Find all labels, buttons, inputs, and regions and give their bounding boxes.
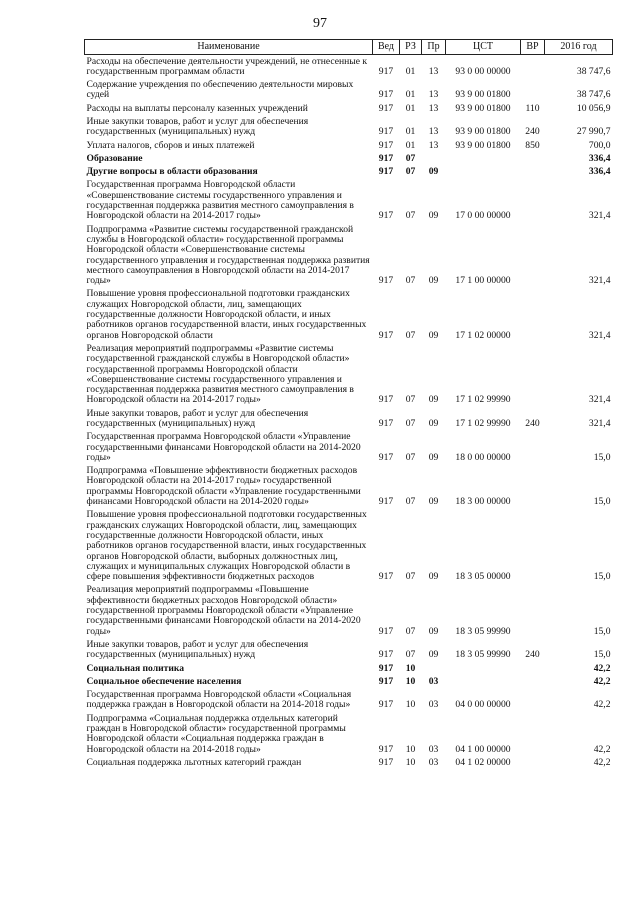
row-cst: 17 1 02 00000 [455, 329, 511, 341]
row-name: Расходы на выплаты персоналу казенных учреждений [86, 102, 308, 114]
row-ved: 917 [378, 675, 394, 687]
row-vr: 240 [525, 418, 540, 429]
row-pr: 03 [428, 756, 439, 768]
row-ved: 917 [378, 329, 394, 341]
row-ved: 917 [378, 152, 394, 164]
row-name: Иные закупки товаров, работ и услуг для обеспечения государственных (муниципальных) нужд [86, 638, 309, 661]
row-ved: 917 [378, 496, 394, 508]
header-pr: Пр [422, 40, 446, 55]
row-pr [422, 152, 446, 165]
row-sum: 15,0 [593, 496, 611, 508]
row-pr: 09 [428, 275, 439, 287]
row-pr: 09 [428, 166, 439, 178]
row-name: Иные закупки товаров, работ и услуг для обеспечения государственных (муниципальных) нужд [86, 407, 309, 429]
row-cst: 04 0 00 00000 [455, 699, 511, 711]
row-ved: 917 [378, 89, 394, 101]
row-ved: 917 [378, 139, 394, 151]
row-sum: 15,0 [593, 451, 611, 463]
row-pr: 09 [428, 394, 439, 406]
row-cst: 18 3 05 00000 [455, 571, 511, 583]
header-ved: Вед [373, 40, 400, 55]
row-vr [521, 675, 545, 688]
row-name: Подпрограмма «Повышение эффективности бюджетных расходов Новгородской области на 2014-2017 годы» государственной программы Новгородской области «Управление государственными финансами Новгородской области на 2014-2020 годы» [86, 465, 361, 508]
row-sum: 321,4 [588, 329, 611, 341]
table-row [85, 584, 613, 638]
row-vr [521, 584, 545, 638]
row-vr: 110 [525, 102, 540, 114]
row-ved: 917 [378, 699, 394, 711]
row-rz: 07 [405, 152, 416, 164]
row-pr: 13 [428, 126, 439, 138]
row-pr: 13 [428, 89, 439, 101]
row-vr [521, 152, 545, 165]
header-rz: РЗ [400, 40, 422, 55]
row-ved: 917 [378, 126, 394, 138]
row-rz: 07 [405, 275, 416, 287]
row-rz: 07 [405, 571, 416, 583]
row-rz: 07 [405, 418, 416, 429]
row-sum: 10 056,9 [576, 102, 611, 114]
table-row [85, 689, 613, 713]
row-rz: 10 [405, 756, 416, 768]
row-cst: 18 0 00 00000 [455, 451, 511, 463]
row-name: Подпрограмма «Социальная поддержка отдельных категорий граждан в Новгородской области» государственной программы Новгородской области «Социальная поддержка граждан в Новгородской области на 2014-2018 годы» [86, 712, 346, 755]
row-name: Реализация мероприятий подпрограммы «Развитие системы государственной гражданской службы в Новгородской области» государственной программы Новгородской области «Совершенствование системы государственного управления и государственная поддержка развития местного самоуправления в Новгородской области на 2014-2017 годы» [86, 342, 354, 406]
row-cst [446, 675, 521, 688]
row-rz: 10 [405, 743, 416, 755]
row-pr: 13 [428, 65, 439, 77]
row-rz: 07 [405, 496, 416, 508]
row-sum: 336,4 [588, 166, 611, 178]
row-ved: 917 [378, 394, 394, 406]
row-ved: 917 [378, 662, 394, 674]
row-name: Содержание учреждения по обеспечению деятельности мировых судей [86, 79, 354, 101]
row-vr [521, 756, 545, 769]
row-pr: 09 [428, 496, 439, 508]
row-cst: 04 1 02 00000 [455, 756, 511, 768]
row-name: Другие вопросы в области образования [86, 166, 258, 178]
row-name: Реализация мероприятий подпрограммы «Повышение эффективности бюджетных расходов Новгородской области» государственной программы Новгородской области «Управление государственными финансами Новгородской области на 2014-2020 годы» [86, 584, 361, 637]
row-pr: 03 [428, 743, 439, 755]
row-ved: 917 [378, 102, 394, 114]
row-rz: 07 [405, 210, 416, 222]
table-row [85, 662, 613, 675]
row-vr [521, 342, 545, 407]
row-ved: 917 [378, 210, 394, 222]
row-name: Расходы на обеспечение деятельности учреждений, не отнесенные к государственным программам области [86, 55, 368, 77]
row-sum: 321,4 [588, 418, 611, 429]
table-row [85, 102, 613, 115]
row-cst [446, 662, 521, 675]
row-pr: 13 [428, 102, 439, 114]
row-sum: 38 747,6 [576, 89, 611, 101]
row-vr: 240 [525, 649, 540, 661]
row-cst: 93 9 00 01800 [455, 126, 511, 138]
row-rz: 07 [405, 451, 416, 463]
table-row [85, 407, 613, 431]
row-name: Социальная политика [86, 662, 185, 674]
row-cst: 17 1 00 00000 [455, 275, 511, 287]
row-sum: 321,4 [588, 394, 611, 406]
row-sum: 15,0 [593, 571, 611, 583]
row-name: Социальное обеспечение населения [86, 675, 242, 687]
header-name: Наименование [85, 40, 373, 55]
row-vr [521, 465, 545, 509]
row-rz: 10 [405, 675, 416, 687]
row-cst: 17 1 02 99990 [455, 394, 511, 406]
row-sum: 38 747,6 [576, 65, 611, 77]
row-cst: 18 3 05 99990 [455, 625, 511, 637]
row-name: Государственная программа Новгородской области «Социальная поддержка граждан в Новгородской области на 2014-2018 годы» [86, 689, 352, 711]
row-name: Уплата налогов, сборов и иных платежей [86, 139, 255, 151]
row-ved: 917 [378, 418, 394, 429]
row-cst: 04 1 00 00000 [455, 743, 511, 755]
row-pr [422, 662, 446, 675]
row-pr: 09 [428, 329, 439, 341]
row-name: Повышение уровня профессиональной подготовки государственных гражданских служащих Новгородской области, лиц, замещающих государственные должности Новгородской области, иных работников органов государственной власти, иных государственных органов Новгородской области, выборных должностных лиц, служащих и муниципальных служащих Новгородской области в сфере повышения эффективности бюджетных расходов [86, 509, 367, 583]
row-name: Социальная поддержка льготных категорий граждан [86, 756, 302, 768]
row-rz: 07 [405, 166, 416, 178]
row-pr: 09 [428, 571, 439, 583]
table-row [85, 79, 613, 103]
table-header-row [85, 40, 613, 55]
row-ved: 917 [378, 65, 394, 77]
header-vr: ВР [521, 40, 545, 55]
row-cst: 18 3 05 99990 [455, 649, 511, 661]
row-rz: 01 [405, 139, 416, 151]
table-row [85, 115, 613, 139]
row-pr: 09 [428, 649, 439, 661]
table-row [85, 465, 613, 509]
row-cst: 17 1 02 99990 [455, 418, 511, 429]
row-name: Подпрограмма «Развитие системы государственной гражданской службы в Новгородской области» государственной программы Новгородской области «Совершенствование системы государственного управления и государственная поддержка развития местного самоуправления в Новгородской области на 2014-2017 годы» [86, 223, 370, 287]
row-cst: 93 9 00 01800 [455, 89, 511, 101]
row-rz: 07 [405, 394, 416, 406]
table-row [85, 509, 613, 584]
row-sum: 321,4 [588, 275, 611, 287]
row-rz: 01 [405, 65, 416, 77]
row-cst: 93 9 00 01800 [455, 139, 511, 151]
row-rz: 07 [405, 649, 416, 661]
row-name: Государственная программа Новгородской области «Управление государственными финансами Новгородской области на 2014-2020 годы» [86, 431, 361, 463]
row-sum: 321,4 [588, 210, 611, 222]
row-rz: 10 [405, 699, 416, 711]
row-vr [521, 223, 545, 288]
row-sum: 42,2 [593, 675, 611, 687]
row-ved: 917 [378, 166, 394, 178]
row-cst: 17 0 00 00000 [455, 210, 511, 222]
table-row [85, 55, 613, 79]
row-vr [521, 431, 545, 465]
row-vr [521, 509, 545, 584]
table-row [85, 342, 613, 407]
row-vr [521, 179, 545, 223]
table-row [85, 288, 613, 342]
row-rz: 07 [405, 625, 416, 637]
table-row [85, 638, 613, 662]
row-ved: 917 [378, 649, 394, 661]
row-sum: 15,0 [593, 625, 611, 637]
row-ved: 917 [378, 756, 394, 768]
page-number: 97 [313, 16, 327, 31]
table-row [85, 712, 613, 756]
row-sum: 42,2 [593, 756, 611, 768]
row-sum: 700,0 [588, 139, 611, 151]
table-row [85, 166, 613, 179]
row-name: Образование [86, 152, 143, 164]
row-sum: 42,2 [593, 699, 611, 711]
table-row [85, 223, 613, 288]
row-rz: 10 [405, 662, 416, 674]
table-row [85, 152, 613, 165]
row-pr: 09 [428, 451, 439, 463]
budget-table [84, 39, 613, 770]
row-rz: 01 [405, 102, 416, 114]
row-pr: 03 [428, 675, 439, 687]
header-cst: ЦСТ [446, 40, 521, 55]
row-sum: 42,2 [593, 743, 611, 755]
row-vr [521, 662, 545, 675]
row-pr: 09 [428, 625, 439, 637]
row-cst: 18 3 00 00000 [455, 496, 511, 508]
row-vr [521, 166, 545, 179]
row-pr: 13 [428, 139, 439, 151]
row-rz: 01 [405, 89, 416, 101]
table-row [85, 179, 613, 223]
row-sum: 15,0 [593, 649, 611, 661]
row-sum: 27 990,7 [576, 126, 611, 138]
row-ved: 917 [378, 625, 394, 637]
table-row [85, 675, 613, 688]
row-vr: 850 [525, 139, 540, 151]
row-cst: 93 9 00 01800 [455, 102, 511, 114]
row-vr [521, 689, 545, 713]
row-vr [521, 712, 545, 756]
row-name: Государственная программа Новгородской области «Совершенствование системы государственного управления и государственная поддержка развития местного самоуправления в Новгородской области на 2014-2017 годы» [86, 179, 354, 222]
row-name: Иные закупки товаров, работ и услуг для обеспечения государственных (муниципальных) нужд [86, 115, 309, 138]
table-row [85, 139, 613, 152]
row-pr: 09 [428, 418, 439, 429]
row-rz: 07 [405, 329, 416, 341]
header-sum: 2016 год [545, 40, 613, 55]
table-row [85, 756, 613, 769]
row-name: Повышение уровня профессиональной подготовки гражданских служащих Новгородской области, лиц, замещающих государственные должности Новгородской области, и иных работников органов государственной власти, иных государственных органов Новгородской области [86, 288, 367, 341]
row-rz: 01 [405, 126, 416, 138]
row-ved: 917 [378, 451, 394, 463]
row-pr: 09 [428, 210, 439, 222]
row-ved: 917 [378, 571, 394, 583]
row-ved: 917 [378, 743, 394, 755]
row-vr [521, 55, 545, 79]
row-cst [446, 166, 521, 179]
row-vr: 240 [525, 126, 540, 138]
row-vr [521, 79, 545, 103]
row-sum: 336,4 [588, 152, 611, 164]
row-ved: 917 [378, 275, 394, 287]
row-sum: 42,2 [593, 662, 611, 674]
row-cst: 93 0 00 00000 [455, 65, 511, 77]
row-vr [521, 288, 545, 342]
row-pr: 03 [428, 699, 439, 711]
table-row [85, 431, 613, 465]
row-cst [446, 152, 521, 165]
